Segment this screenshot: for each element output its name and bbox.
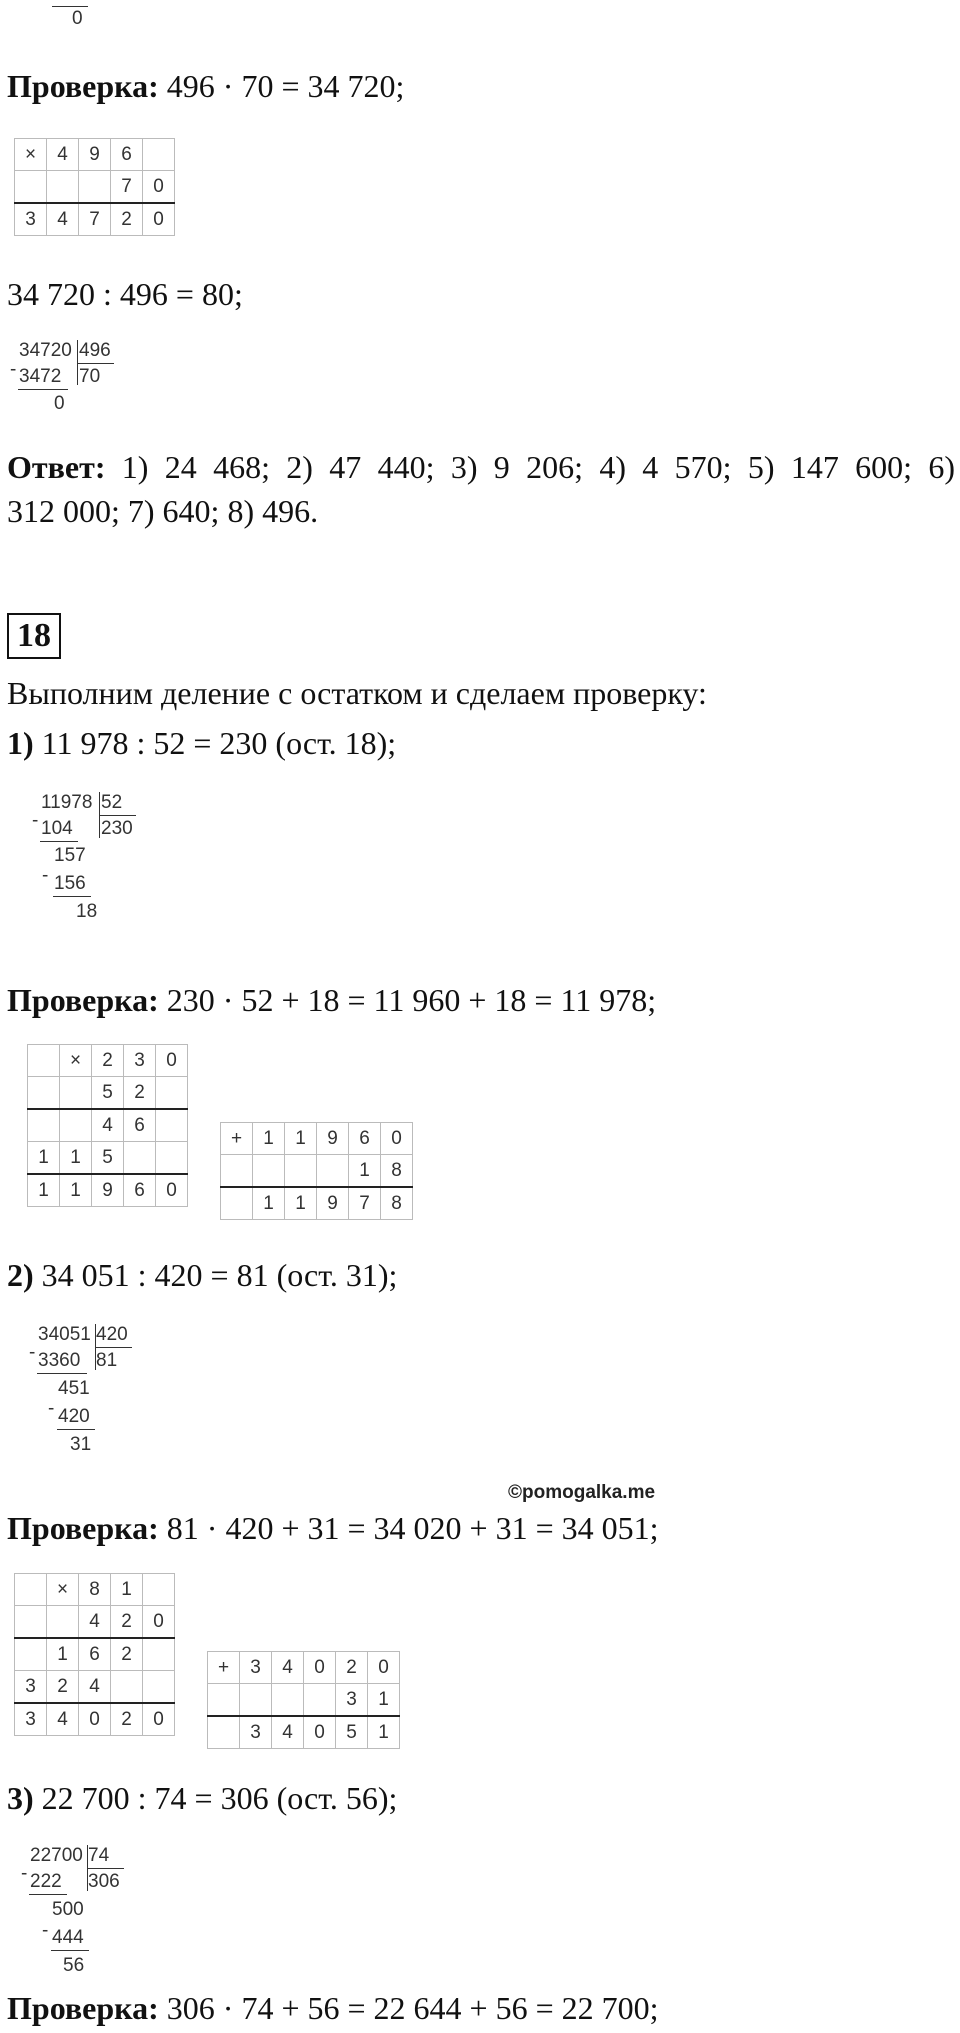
grid-cell xyxy=(221,1187,253,1220)
grid-cell: 3 xyxy=(124,1045,156,1077)
grid-cell: 0 xyxy=(143,171,175,204)
subtraction-underline-1 xyxy=(40,841,78,842)
grid-cell: 0 xyxy=(156,1174,188,1207)
subtraction-underline-2 xyxy=(51,1950,89,1951)
grid-cell: 1 xyxy=(111,1574,143,1606)
grid-cell: 6 xyxy=(111,139,143,171)
grid-cell: 1 xyxy=(349,1155,381,1188)
grid-cell: 3 xyxy=(336,1684,368,1717)
division-line-34720: 34 720 : 496 = 80; xyxy=(7,276,243,312)
subtrahend-2: 156 xyxy=(54,873,86,894)
check-expression: 306 · 74 + 56 = 22 644 + 56 = 22 700; xyxy=(166,1990,659,2026)
grid-row xyxy=(15,1638,175,1671)
grid-cell: 1 xyxy=(285,1123,317,1155)
grid-cell xyxy=(272,1684,304,1717)
subtrahend-1: 3360 xyxy=(38,1350,81,1371)
item-expression: 34 051 : 420 = 81 (ост. 31); xyxy=(41,1257,398,1293)
partial-remainder: 157 xyxy=(54,845,86,866)
minus-sign: - xyxy=(32,810,39,831)
grid-cell: 6 xyxy=(349,1123,381,1155)
grid-cell: 0 xyxy=(368,1652,400,1684)
grid-row xyxy=(221,1187,413,1220)
grid-cell: 1 xyxy=(60,1142,92,1175)
grid-cell: 0 xyxy=(143,1703,175,1736)
divisor-underline xyxy=(96,1347,132,1348)
grid-cell: 7 xyxy=(349,1187,381,1220)
grid-cell: × xyxy=(60,1045,92,1077)
grid-cell: 0 xyxy=(381,1123,413,1155)
item-number: 2) xyxy=(7,1257,34,1293)
grid-cell xyxy=(156,1142,188,1175)
remainder: 0 xyxy=(54,393,65,414)
item-number: 1) xyxy=(7,725,34,761)
subtraction-underline-1 xyxy=(37,1373,87,1374)
grid-row xyxy=(28,1077,188,1110)
grid-cell xyxy=(285,1155,317,1188)
subtraction-underline-2 xyxy=(53,896,91,897)
grid-row xyxy=(15,1671,175,1704)
grid-cell: 0 xyxy=(304,1652,336,1684)
check-line-2 xyxy=(7,980,656,1020)
grid-cell: 2 xyxy=(111,1606,143,1639)
grid-cell: 3 xyxy=(15,203,47,236)
grid-cell: 4 xyxy=(79,1606,111,1639)
minus-sign: - xyxy=(42,865,49,886)
grid-cell xyxy=(143,1638,175,1671)
grid-row xyxy=(15,1574,175,1606)
grid-cell: 3 xyxy=(15,1703,47,1736)
grid-cell xyxy=(47,171,79,204)
subtrahend-1: 222 xyxy=(30,1871,62,1892)
grid-cell: 1 xyxy=(28,1174,60,1207)
grid-cell xyxy=(143,139,175,171)
grid-cell: 4 xyxy=(272,1716,304,1749)
partial-remainder: 451 xyxy=(58,1378,90,1399)
grid-cell xyxy=(15,1574,47,1606)
subtraction-underline xyxy=(18,389,68,390)
grid-cell: + xyxy=(221,1123,253,1155)
grid-row xyxy=(208,1684,400,1717)
grid-cell xyxy=(15,1638,47,1671)
grid-cell xyxy=(208,1684,240,1717)
minus-sign: - xyxy=(42,1920,49,1941)
grid-cell: 1 xyxy=(285,1187,317,1220)
divisor: 496 xyxy=(79,340,111,361)
grid-cell xyxy=(156,1109,188,1142)
quotient: 81 xyxy=(96,1350,118,1371)
grid-cell: 1 xyxy=(253,1123,285,1155)
grid-cell: 1 xyxy=(253,1187,285,1220)
divisor: 74 xyxy=(88,1845,110,1866)
grid-row xyxy=(221,1155,413,1188)
watermark: ©pomogalka.me xyxy=(508,1482,656,1503)
minus-sign: - xyxy=(48,1398,55,1419)
grid-cell: 4 xyxy=(92,1109,124,1142)
grid-cell: + xyxy=(208,1652,240,1684)
item-expression: 22 700 : 74 = 306 (ост. 56); xyxy=(41,1780,398,1816)
grid-cell: 4 xyxy=(47,139,79,171)
grid-cell xyxy=(15,1606,47,1639)
grid-cell xyxy=(28,1045,60,1077)
dividend: 22700 xyxy=(30,1845,83,1866)
minus-sign: - xyxy=(29,1342,36,1363)
grid-cell: 1 xyxy=(28,1142,60,1175)
answer-label: Ответ: xyxy=(7,449,106,485)
answer-line-2: 312 000; 7) 640; 8) 496. xyxy=(7,493,319,529)
grid-row xyxy=(208,1716,400,1749)
check-label: Проверка: xyxy=(7,982,159,1018)
grid-cell: 4 xyxy=(79,1671,111,1704)
grid-row xyxy=(15,171,175,204)
grid-cell: 1 xyxy=(60,1174,92,1207)
quotient: 230 xyxy=(101,818,133,839)
remainder: 18 xyxy=(76,901,98,922)
grid-cell xyxy=(28,1109,60,1142)
grid-cell xyxy=(47,1606,79,1639)
multiplication-table-496-70 xyxy=(14,138,175,236)
dividend: 34051 xyxy=(38,1324,91,1345)
grid-cell xyxy=(79,171,111,204)
divisor-underline xyxy=(78,363,114,364)
grid-row xyxy=(28,1045,188,1077)
divisor: 420 xyxy=(96,1324,128,1345)
subtraction-underline-2 xyxy=(57,1429,95,1430)
grid-cell: 4 xyxy=(47,203,79,236)
task-number-box: 18 xyxy=(7,613,61,659)
grid-cell: 7 xyxy=(111,171,143,204)
grid-cell xyxy=(240,1684,272,1717)
grid-row xyxy=(15,139,175,171)
grid-cell: 2 xyxy=(111,1638,143,1671)
subtrahend-2: 444 xyxy=(52,1927,84,1948)
grid-row xyxy=(28,1142,188,1175)
grid-row xyxy=(15,203,175,236)
grid-cell xyxy=(317,1155,349,1188)
item-1-line xyxy=(7,723,396,763)
dividend: 11978 xyxy=(41,792,93,813)
grid-cell: 3 xyxy=(15,1671,47,1704)
divisor: 52 xyxy=(101,792,123,813)
grid-row xyxy=(208,1652,400,1684)
remainder: 56 xyxy=(63,1955,85,1976)
remainder: 31 xyxy=(70,1434,92,1455)
grid-cell: 2 xyxy=(336,1652,368,1684)
grid-cell: 6 xyxy=(79,1638,111,1671)
grid-cell: 8 xyxy=(381,1155,413,1188)
partial-remainder: 500 xyxy=(52,1899,84,1920)
item-number: 3) xyxy=(7,1780,34,1816)
grid-cell: 3 xyxy=(240,1652,272,1684)
check-label: Проверка: xyxy=(7,68,159,104)
grid-cell: 1 xyxy=(47,1638,79,1671)
grid-cell: × xyxy=(15,139,47,171)
grid-cell: 2 xyxy=(92,1045,124,1077)
quotient: 306 xyxy=(88,1871,120,1892)
grid-cell: 6 xyxy=(124,1174,156,1207)
grid-cell: 2 xyxy=(111,1703,143,1736)
check-label: Проверка: xyxy=(7,1990,159,2026)
grid-cell: 0 xyxy=(79,1703,111,1736)
grid-cell xyxy=(111,1671,143,1704)
grid-cell: 7 xyxy=(79,203,111,236)
grid-cell: 9 xyxy=(317,1123,349,1155)
grid-cell xyxy=(221,1155,253,1188)
grid-row xyxy=(15,1703,175,1736)
grid-row xyxy=(28,1174,188,1207)
grid-cell: 9 xyxy=(92,1174,124,1207)
subtrahend-2: 420 xyxy=(58,1406,90,1427)
grid-cell: 3 xyxy=(240,1716,272,1749)
grid-cell xyxy=(208,1716,240,1749)
subtraction-underline-1 xyxy=(29,1894,67,1895)
grid-cell xyxy=(60,1109,92,1142)
grid-cell: 2 xyxy=(124,1077,156,1110)
grid-cell: 5 xyxy=(336,1716,368,1749)
multiplication-table-81-420 xyxy=(14,1573,175,1736)
grid-cell: 0 xyxy=(143,1606,175,1639)
check-line-3 xyxy=(7,1508,659,1548)
grid-cell: 4 xyxy=(272,1652,304,1684)
grid-cell xyxy=(124,1142,156,1175)
grid-cell: 0 xyxy=(156,1045,188,1077)
grid-cell xyxy=(156,1077,188,1110)
divisor-underline xyxy=(88,1868,124,1869)
check-expression: 496 · 70 = 34 720; xyxy=(166,68,405,104)
subtrahend: 3472 xyxy=(19,366,62,387)
grid-cell xyxy=(253,1155,285,1188)
check-expression: 230 · 52 + 18 = 11 960 + 18 = 11 978; xyxy=(166,982,657,1018)
task-intro: Выполним деление с остатком и сделаем проверку: xyxy=(7,675,707,711)
check-expression: 81 · 420 + 31 = 34 020 + 31 = 34 051; xyxy=(166,1510,659,1546)
grid-cell: 8 xyxy=(79,1574,111,1606)
grid-cell xyxy=(15,171,47,204)
grid-cell: 0 xyxy=(143,203,175,236)
subtrahend-1: 104 xyxy=(41,818,73,839)
remainder-zero: 0 xyxy=(72,8,83,29)
grid-cell xyxy=(304,1684,336,1717)
dividend: 34720 xyxy=(19,340,72,361)
minus-sign: - xyxy=(21,1863,28,1884)
grid-cell: 6 xyxy=(124,1109,156,1142)
grid-cell: 5 xyxy=(92,1077,124,1110)
grid-row xyxy=(221,1123,413,1155)
item-expression: 11 978 : 52 = 230 (ост. 18); xyxy=(41,725,397,761)
grid-cell: 1 xyxy=(368,1716,400,1749)
grid-cell: 9 xyxy=(79,139,111,171)
grid-cell: × xyxy=(47,1574,79,1606)
item-3-line xyxy=(7,1778,397,1818)
grid-cell: 8 xyxy=(381,1187,413,1220)
minus-sign: - xyxy=(10,359,17,380)
check-line-1 xyxy=(7,66,404,106)
grid-cell xyxy=(28,1077,60,1110)
grid-row xyxy=(15,1606,175,1639)
grid-cell xyxy=(143,1574,175,1606)
grid-cell: 1 xyxy=(368,1684,400,1717)
answer-text: 1) 24 468; 2) 47 440; 3) 9 206; 4) 4 570; 5) 147 600; 6) xyxy=(121,449,956,485)
grid-cell: 2 xyxy=(47,1671,79,1704)
addition-table-11960-18 xyxy=(220,1122,413,1220)
grid-cell xyxy=(60,1077,92,1110)
multiplication-table-230-52 xyxy=(27,1044,188,1207)
addition-table-34020-31 xyxy=(207,1651,400,1749)
grid-cell: 9 xyxy=(317,1187,349,1220)
division-underline xyxy=(52,6,88,7)
quotient: 70 xyxy=(79,366,101,387)
item-2-line xyxy=(7,1255,397,1295)
answer-line-1 xyxy=(7,447,955,487)
grid-cell: 5 xyxy=(92,1142,124,1175)
divisor-underline xyxy=(100,815,136,816)
check-label: Проверка: xyxy=(7,1510,159,1546)
check-line-4 xyxy=(7,1988,659,2028)
grid-row xyxy=(28,1109,188,1142)
grid-cell xyxy=(143,1671,175,1704)
grid-cell: 2 xyxy=(111,203,143,236)
grid-cell: 4 xyxy=(47,1703,79,1736)
grid-cell: 0 xyxy=(304,1716,336,1749)
